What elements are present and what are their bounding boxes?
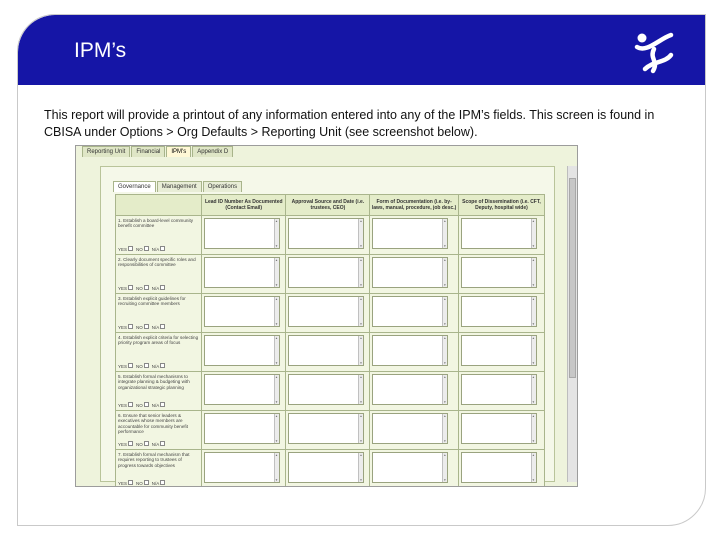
option-label: NO xyxy=(136,247,143,252)
checkbox[interactable] xyxy=(128,480,133,485)
textarea-field[interactable] xyxy=(288,452,364,483)
table-row xyxy=(116,333,545,372)
checkbox[interactable] xyxy=(144,441,149,446)
scroll-down-icon[interactable]: ▼ xyxy=(531,400,535,404)
scroll-down-icon[interactable]: ▼ xyxy=(359,439,363,443)
subtab-operations[interactable]: Operations xyxy=(203,181,242,192)
textarea-scrollbar[interactable] xyxy=(442,258,447,287)
option-label: YES xyxy=(118,442,128,447)
textarea-scrollbar[interactable] xyxy=(531,453,536,482)
text-cell xyxy=(286,372,370,411)
textarea-scrollbar[interactable] xyxy=(274,258,279,287)
scroll-up-icon[interactable]: ▲ xyxy=(531,297,535,301)
text-cell xyxy=(202,411,286,450)
scroll-down-icon[interactable]: ▼ xyxy=(275,400,278,404)
checkbox[interactable] xyxy=(160,285,165,290)
checkbox[interactable] xyxy=(144,285,149,290)
tab-appendix-d[interactable]: Appendix D xyxy=(192,146,233,157)
textarea-scrollbar[interactable] xyxy=(531,414,536,443)
text-cell xyxy=(458,294,544,333)
scroll-up-icon[interactable]: ▲ xyxy=(275,375,278,379)
checkbox[interactable] xyxy=(160,324,165,329)
text-cell xyxy=(202,255,286,294)
textarea-field[interactable] xyxy=(204,413,280,444)
text-cell xyxy=(286,294,370,333)
textarea-scrollbar[interactable] xyxy=(442,414,447,443)
scroll-up-icon[interactable]: ▲ xyxy=(275,297,278,301)
scroll-down-icon[interactable]: ▼ xyxy=(443,244,447,248)
option-label: YES xyxy=(118,364,128,369)
textarea-field[interactable] xyxy=(461,218,537,249)
option-label: NO xyxy=(136,325,143,330)
slide-title: IPM’s xyxy=(74,39,127,62)
table-row xyxy=(116,216,545,255)
textarea-scrollbar[interactable] xyxy=(274,297,279,326)
checkbox[interactable] xyxy=(128,285,133,290)
column-header: Lead ID Number As Documented (Contact Email) xyxy=(202,195,286,216)
row-label-cell xyxy=(116,216,202,255)
textarea-field[interactable] xyxy=(372,296,448,327)
option-no xyxy=(136,246,149,252)
scroll-up-icon[interactable]: ▲ xyxy=(531,219,535,223)
checkbox[interactable] xyxy=(128,246,133,251)
option-na xyxy=(152,363,166,369)
scroll-down-icon[interactable]: ▼ xyxy=(443,283,447,287)
scroll-up-icon[interactable]: ▲ xyxy=(443,375,447,379)
text-cell xyxy=(286,255,370,294)
textarea-scrollbar[interactable] xyxy=(358,336,363,365)
option-label: N/A xyxy=(151,286,160,291)
textarea-field[interactable] xyxy=(461,413,537,444)
row-label: 7. Establish formal mechanism that requires reporting to trustees of progress towards objectives xyxy=(118,452,190,468)
tab-reporting-unit[interactable]: Reporting Unit xyxy=(82,146,130,157)
scroll-up-icon[interactable]: ▲ xyxy=(443,336,447,340)
table-row xyxy=(116,255,545,294)
scroll-up-icon[interactable]: ▲ xyxy=(531,336,535,340)
body-paragraph: This report will provide a printout of any information entered into any of the IPM’s fields. This screen is found in CBISA under Options > Org Defaults > Reporting Unit (see screenshot below). xyxy=(44,108,655,139)
scroll-up-icon[interactable]: ▲ xyxy=(275,414,278,418)
scroll-down-icon[interactable]: ▼ xyxy=(531,322,535,326)
option-label: NO xyxy=(136,481,143,486)
option-no xyxy=(136,441,149,447)
yes-no-na-group xyxy=(118,402,165,408)
subtab-governance[interactable]: Governance xyxy=(113,181,156,192)
scroll-down-icon[interactable]: ▼ xyxy=(531,478,535,482)
ipm-grid xyxy=(115,194,545,487)
text-cell xyxy=(286,411,370,450)
vertical-scrollbar[interactable] xyxy=(567,166,577,482)
option-no xyxy=(136,402,149,408)
textarea-scrollbar[interactable] xyxy=(274,453,279,482)
row-label: 4. Establish explicit criteria for selecting priority program areas of focus xyxy=(118,335,199,346)
textarea-field[interactable] xyxy=(288,335,364,366)
textarea-field[interactable] xyxy=(288,374,364,405)
text-cell xyxy=(286,216,370,255)
option-label: YES xyxy=(118,286,128,291)
scroll-up-icon[interactable]: ▲ xyxy=(275,336,278,340)
scroll-up-icon[interactable]: ▲ xyxy=(359,219,363,223)
checkbox[interactable] xyxy=(128,402,133,407)
text-cell xyxy=(370,411,459,450)
textarea-field[interactable] xyxy=(461,257,537,288)
row-label-cell xyxy=(116,333,202,372)
option-na xyxy=(152,246,166,252)
option-na xyxy=(152,402,166,408)
textarea-scrollbar[interactable] xyxy=(358,297,363,326)
scroll-up-icon[interactable]: ▲ xyxy=(531,453,535,457)
row-label: 6. Ensure that senior leaders & executives whose members are accountable for community benefit performance xyxy=(118,413,188,435)
option-yes xyxy=(118,402,133,408)
text-cell xyxy=(370,333,459,372)
checkbox[interactable] xyxy=(160,441,165,446)
option-label: YES xyxy=(118,403,128,408)
text-cell xyxy=(370,372,459,411)
scroll-down-icon[interactable]: ▼ xyxy=(443,322,447,326)
main-tabs xyxy=(82,146,233,157)
option-label: YES xyxy=(118,247,128,252)
checkbox[interactable] xyxy=(128,441,133,446)
form-panel xyxy=(100,166,555,486)
textarea-scrollbar[interactable] xyxy=(442,336,447,365)
option-label: N/A xyxy=(151,325,160,330)
column-header: Approval Source and Date (i.e. trustees, CEO) xyxy=(286,195,370,216)
column-header: Form of Documentation (i.e. by-laws, manual, procedure, job desc.) xyxy=(370,195,459,216)
scroll-up-icon[interactable]: ▲ xyxy=(359,414,363,418)
scroll-up-icon[interactable]: ▲ xyxy=(359,336,363,340)
textarea-scrollbar[interactable] xyxy=(442,375,447,404)
textarea-field[interactable] xyxy=(372,413,448,444)
textarea-scrollbar[interactable] xyxy=(358,453,363,482)
option-no xyxy=(136,363,149,369)
scroll-up-icon[interactable]: ▲ xyxy=(359,453,363,457)
stylized-figure-logo-icon xyxy=(631,29,677,75)
option-na xyxy=(152,324,166,330)
option-label: NO xyxy=(136,442,143,447)
row-label-cell xyxy=(116,294,202,333)
column-header xyxy=(116,195,202,216)
yes-no-na-group xyxy=(118,324,165,330)
text-cell xyxy=(286,450,370,488)
scroll-down-icon[interactable]: ▼ xyxy=(275,361,278,365)
textarea-scrollbar[interactable] xyxy=(358,375,363,404)
checkbox[interactable] xyxy=(160,402,165,407)
row-label: 1. Establish a board-level community benefit committee xyxy=(118,218,194,229)
textarea-scrollbar[interactable] xyxy=(442,453,447,482)
scroll-down-icon[interactable]: ▼ xyxy=(531,361,535,365)
scroll-down-icon[interactable]: ▼ xyxy=(275,244,278,248)
option-label: YES xyxy=(118,325,128,330)
text-cell xyxy=(202,372,286,411)
textarea-field[interactable] xyxy=(372,452,448,483)
text-cell xyxy=(202,216,286,255)
scroll-up-icon[interactable]: ▲ xyxy=(531,414,535,418)
text-cell xyxy=(202,450,286,488)
textarea-scrollbar[interactable] xyxy=(358,258,363,287)
scroll-down-icon[interactable]: ▼ xyxy=(275,439,278,443)
option-no xyxy=(136,324,149,330)
text-cell xyxy=(202,333,286,372)
option-na xyxy=(152,480,166,486)
subtab-management[interactable]: Management xyxy=(157,181,202,192)
scroll-up-icon[interactable]: ▲ xyxy=(359,375,363,379)
checkbox[interactable] xyxy=(144,402,149,407)
scroll-down-icon[interactable]: ▼ xyxy=(359,322,363,326)
scroll-up-icon[interactable]: ▲ xyxy=(531,258,535,262)
scroll-up-icon[interactable]: ▲ xyxy=(275,219,278,223)
scroll-down-icon[interactable]: ▼ xyxy=(443,478,447,482)
textarea-scrollbar[interactable] xyxy=(274,414,279,443)
row-label: 2. Clearly document specific roles and responsibilities of committee xyxy=(118,257,196,268)
scroll-down-icon[interactable]: ▼ xyxy=(359,283,363,287)
row-label-cell xyxy=(116,450,202,488)
textarea-scrollbar[interactable] xyxy=(531,336,536,365)
scroll-down-icon[interactable]: ▼ xyxy=(275,283,278,287)
row-label: 3. Establish explicit guidelines for recruiting committee members xyxy=(118,296,186,307)
textarea-field[interactable] xyxy=(204,335,280,366)
scroll-down-icon[interactable]: ▼ xyxy=(359,400,363,404)
scroll-down-icon[interactable]: ▼ xyxy=(443,361,447,365)
option-no xyxy=(136,480,149,486)
scroll-down-icon[interactable]: ▼ xyxy=(275,478,278,482)
textarea-scrollbar[interactable] xyxy=(531,297,536,326)
textarea-field[interactable] xyxy=(204,218,280,249)
textarea-field[interactable] xyxy=(372,335,448,366)
textarea-field[interactable] xyxy=(461,452,537,483)
option-yes xyxy=(118,480,133,486)
option-no xyxy=(136,285,149,291)
textarea-field[interactable] xyxy=(204,374,280,405)
scroll-up-icon[interactable]: ▲ xyxy=(275,453,278,457)
option-na xyxy=(152,441,166,447)
checkbox[interactable] xyxy=(160,363,165,368)
title-bar xyxy=(18,15,705,85)
scroll-down-icon[interactable]: ▼ xyxy=(531,439,535,443)
textarea-field[interactable] xyxy=(204,257,280,288)
checkbox[interactable] xyxy=(160,480,165,485)
option-label: YES xyxy=(118,481,128,486)
yes-no-na-group xyxy=(118,480,165,486)
text-cell xyxy=(458,216,544,255)
text-cell xyxy=(370,450,459,488)
scroll-up-icon[interactable]: ▲ xyxy=(275,258,278,262)
row-label-cell xyxy=(116,255,202,294)
text-cell xyxy=(286,333,370,372)
text-cell xyxy=(370,294,459,333)
option-label: N/A xyxy=(151,247,160,252)
textarea-field[interactable] xyxy=(288,296,364,327)
text-cell xyxy=(458,372,544,411)
text-cell xyxy=(202,294,286,333)
table-row xyxy=(116,294,545,333)
checkbox[interactable] xyxy=(144,363,149,368)
tab-financial[interactable]: Financial xyxy=(131,146,165,157)
textarea-field[interactable] xyxy=(288,218,364,249)
scroll-up-icon[interactable]: ▲ xyxy=(359,258,363,262)
textarea-field[interactable] xyxy=(288,257,364,288)
textarea-scrollbar[interactable] xyxy=(274,375,279,404)
textarea-scrollbar[interactable] xyxy=(358,219,363,248)
textarea-scrollbar[interactable] xyxy=(531,375,536,404)
option-yes xyxy=(118,441,133,447)
textarea-field[interactable] xyxy=(204,296,280,327)
yes-no-na-group xyxy=(118,363,165,369)
textarea-field[interactable] xyxy=(372,218,448,249)
yes-no-na-group xyxy=(118,285,165,291)
option-label: NO xyxy=(136,403,143,408)
option-yes xyxy=(118,246,133,252)
textarea-scrollbar[interactable] xyxy=(442,297,447,326)
textarea-scrollbar[interactable] xyxy=(274,219,279,248)
option-label: NO xyxy=(136,364,143,369)
cbisa-screenshot xyxy=(75,145,578,487)
scroll-thumb[interactable] xyxy=(569,178,576,378)
text-cell xyxy=(458,333,544,372)
tab-ipms[interactable]: IPM's xyxy=(166,146,191,157)
checkbox[interactable] xyxy=(144,324,149,329)
checkbox[interactable] xyxy=(160,246,165,251)
option-label: N/A xyxy=(151,364,160,369)
scroll-down-icon[interactable]: ▼ xyxy=(531,283,535,287)
row-label: 5. Establish formal mechanisms to integrate planning & budgeting with organizational strategic planning xyxy=(118,374,190,390)
scroll-down-icon[interactable]: ▼ xyxy=(359,361,363,365)
table-row xyxy=(116,372,545,411)
textarea-field[interactable] xyxy=(461,374,537,405)
scroll-up-icon[interactable]: ▲ xyxy=(443,453,447,457)
textarea-field[interactable] xyxy=(461,296,537,327)
textarea-scrollbar[interactable] xyxy=(442,219,447,248)
textarea-scrollbar[interactable] xyxy=(531,258,536,287)
scroll-up-icon[interactable]: ▲ xyxy=(443,219,447,223)
scroll-down-icon[interactable]: ▼ xyxy=(443,400,447,404)
textarea-scrollbar[interactable] xyxy=(358,414,363,443)
checkbox[interactable] xyxy=(128,363,133,368)
textarea-scrollbar[interactable] xyxy=(274,336,279,365)
textarea-field[interactable] xyxy=(372,257,448,288)
textarea-field[interactable] xyxy=(204,452,280,483)
scroll-down-icon[interactable]: ▼ xyxy=(359,244,363,248)
option-yes xyxy=(118,363,133,369)
checkbox[interactable] xyxy=(144,246,149,251)
table-row xyxy=(116,411,545,450)
sub-tabs xyxy=(113,181,242,192)
yes-no-na-group xyxy=(118,246,165,252)
textarea-field[interactable] xyxy=(288,413,364,444)
row-label-cell xyxy=(116,411,202,450)
textarea-field[interactable] xyxy=(461,335,537,366)
text-cell xyxy=(370,255,459,294)
table-row xyxy=(116,450,545,488)
text-cell xyxy=(458,411,544,450)
scroll-up-icon[interactable]: ▲ xyxy=(359,297,363,301)
option-na xyxy=(152,285,166,291)
option-yes xyxy=(118,285,133,291)
text-cell xyxy=(458,255,544,294)
scroll-down-icon[interactable]: ▼ xyxy=(275,322,278,326)
option-label: N/A xyxy=(151,403,160,408)
scroll-down-icon[interactable]: ▼ xyxy=(443,439,447,443)
textarea-field[interactable] xyxy=(372,374,448,405)
option-label: N/A xyxy=(151,442,160,447)
checkbox[interactable] xyxy=(144,480,149,485)
option-yes xyxy=(118,324,133,330)
option-label: N/A xyxy=(151,481,160,486)
option-label: NO xyxy=(136,286,143,291)
scroll-up-icon[interactable]: ▲ xyxy=(443,297,447,301)
scroll-up-icon[interactable]: ▲ xyxy=(443,414,447,418)
scroll-down-icon[interactable]: ▼ xyxy=(531,244,535,248)
checkbox[interactable] xyxy=(128,324,133,329)
row-label-cell xyxy=(116,372,202,411)
scroll-up-icon[interactable]: ▲ xyxy=(443,258,447,262)
column-header: Scope of Dissemination (i.e. CFT, Deputy, hospital wide) xyxy=(458,195,544,216)
scroll-up-icon[interactable]: ▲ xyxy=(531,375,535,379)
yes-no-na-group xyxy=(118,441,165,447)
text-cell xyxy=(458,450,544,488)
scroll-down-icon[interactable]: ▼ xyxy=(359,478,363,482)
textarea-scrollbar[interactable] xyxy=(531,219,536,248)
text-cell xyxy=(370,216,459,255)
